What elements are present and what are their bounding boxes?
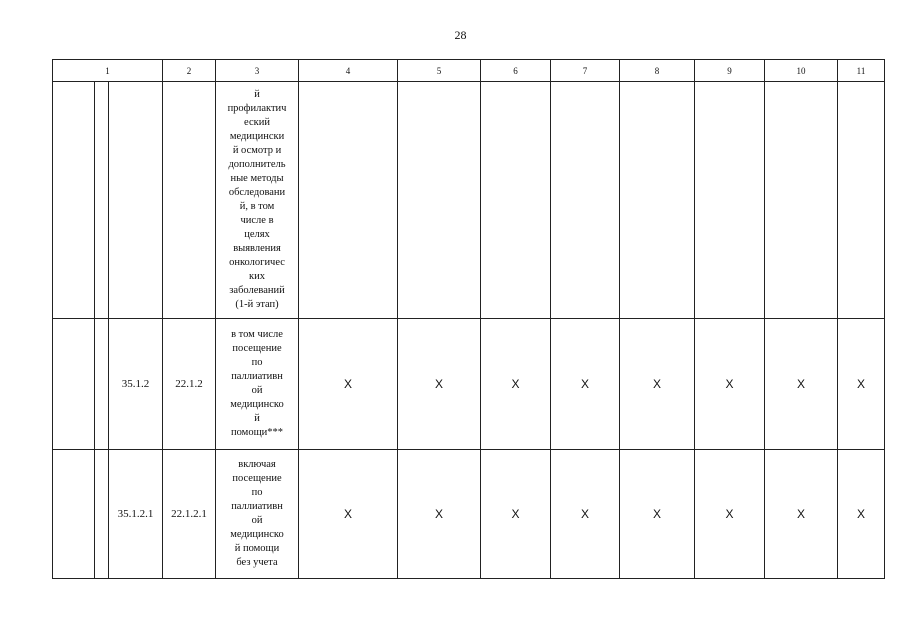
- header-cell-3: 3: [216, 60, 299, 82]
- row-narrow-cell: [95, 319, 109, 450]
- value-cell: [551, 82, 620, 319]
- value-cell: [765, 82, 838, 319]
- header-cell-11: 11: [838, 60, 885, 82]
- row-narrow-cell: [95, 450, 109, 579]
- table-row: [53, 319, 885, 450]
- data-table: [52, 59, 885, 579]
- row-blank-cell: [53, 82, 95, 319]
- row-blank-cell: [53, 319, 95, 450]
- row-blank-cell: [53, 450, 95, 579]
- header-cell-5: 5: [398, 60, 481, 82]
- header-cell-6: 6: [481, 60, 551, 82]
- header-cell-9: 9: [695, 60, 765, 82]
- header-cell-2: 2: [163, 60, 216, 82]
- value-cell: X: [765, 319, 838, 450]
- value-cell: X: [620, 319, 695, 450]
- row-description: включая посещение по паллиативн ой медицинско й помощи без учета: [216, 450, 299, 579]
- row-code-2: 22.1.2.1: [163, 450, 216, 579]
- row-description: в том числе посещение по паллиативн ой медицинско й помощи***: [216, 319, 299, 450]
- row-code-2: [163, 82, 216, 319]
- value-cell: X: [695, 450, 765, 579]
- value-cell: [695, 82, 765, 319]
- header-cell-7: 7: [551, 60, 620, 82]
- header-cell-4: 4: [299, 60, 398, 82]
- header-cell-8: 8: [620, 60, 695, 82]
- header-row: [53, 60, 885, 82]
- value-cell: [398, 82, 481, 319]
- row-code-1: 35.1.2.1: [109, 450, 163, 579]
- value-cell: X: [398, 319, 481, 450]
- value-cell: X: [398, 450, 481, 579]
- value-cell: X: [299, 319, 398, 450]
- value-cell: [299, 82, 398, 319]
- value-cell: X: [695, 319, 765, 450]
- value-cell: X: [765, 450, 838, 579]
- value-cell: X: [481, 319, 551, 450]
- page-number: 28: [454, 28, 467, 42]
- value-cell: [620, 82, 695, 319]
- value-cell: X: [838, 319, 885, 450]
- value-cell: X: [620, 450, 695, 579]
- value-cell: [481, 82, 551, 319]
- value-cell: X: [481, 450, 551, 579]
- value-cell: X: [551, 450, 620, 579]
- table-row: [53, 82, 885, 319]
- value-cell: [838, 82, 885, 319]
- row-code-2: 22.1.2: [163, 319, 216, 450]
- value-cell: X: [299, 450, 398, 579]
- row-description: й профилактич еский медицински й осмотр и дополнитель ные методы обследовани й, в том числе в целях выявления онкологичес ких заболеваний (1-й этап): [216, 82, 299, 319]
- row-code-1: 35.1.2: [109, 319, 163, 450]
- row-code-1: [109, 82, 163, 319]
- value-cell: X: [838, 450, 885, 579]
- value-cell: X: [551, 319, 620, 450]
- row-narrow-cell: [95, 82, 109, 319]
- header-cell-1: 1: [53, 60, 163, 82]
- header-cell-10: 10: [765, 60, 838, 82]
- table-row: [53, 450, 885, 579]
